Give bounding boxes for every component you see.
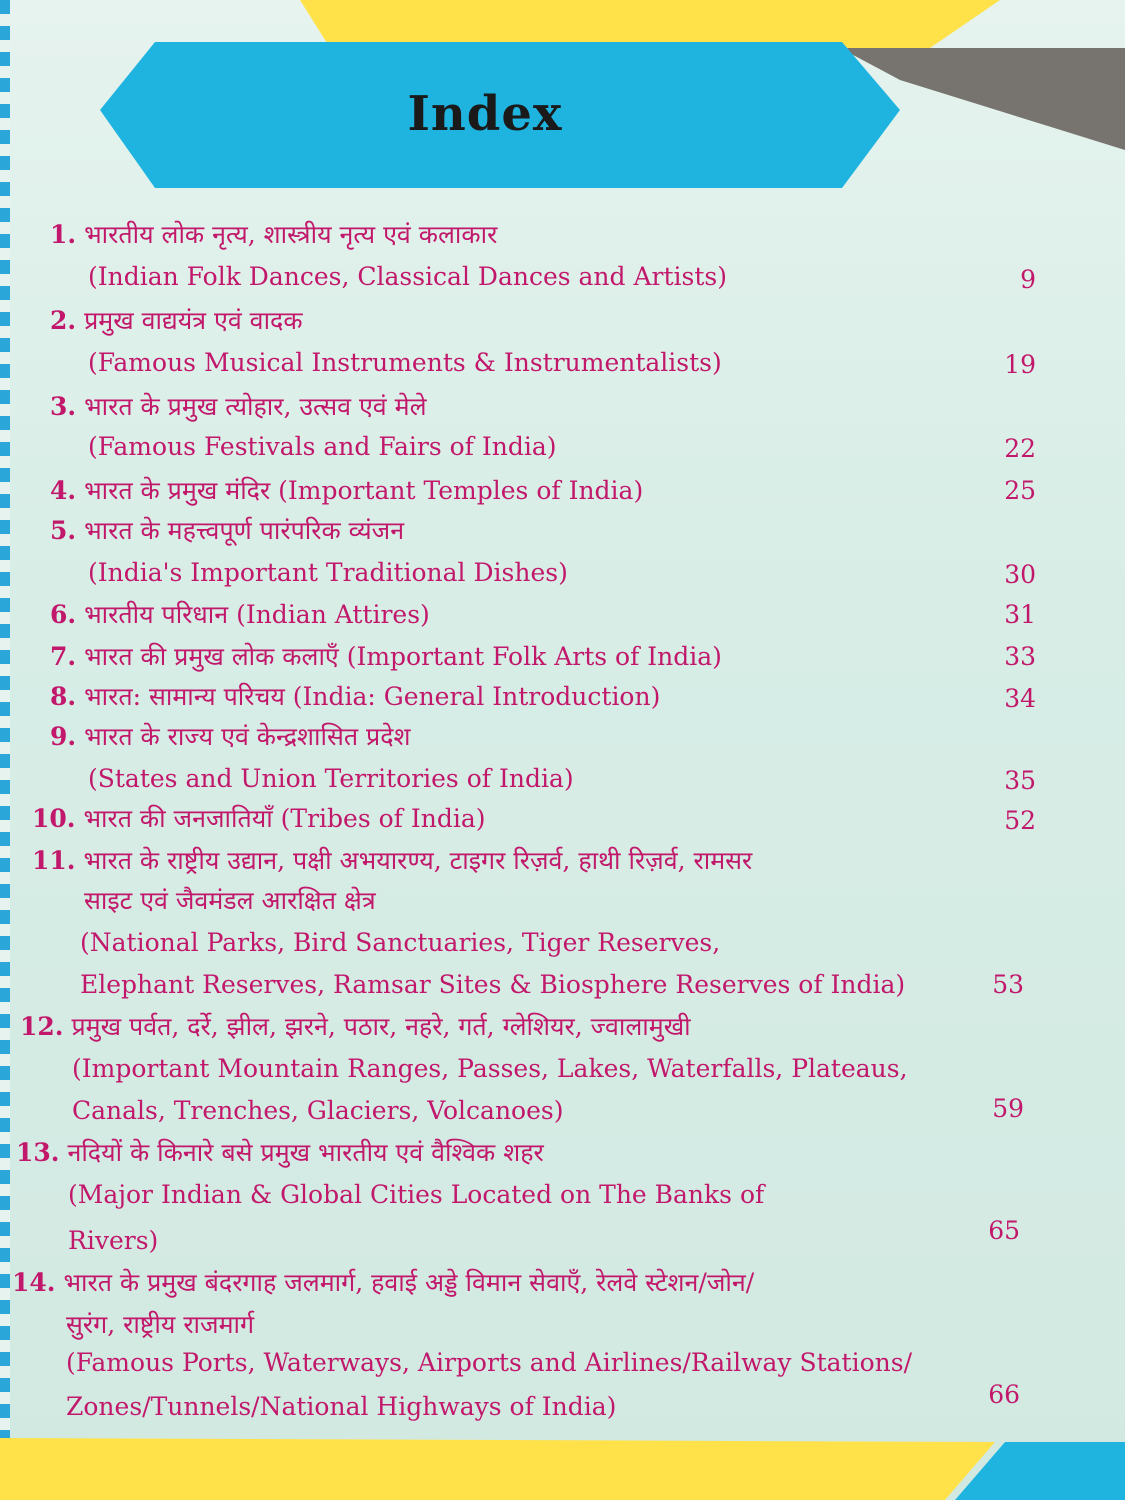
entry-title-hindi: प्रमुख पर्वत, दर्रे, झील, झरने, पठार, नहरे, गर्त, ग्लेशियर, ज्वालामुखी bbox=[71, 1012, 691, 1041]
entry-title-english-cont: Rivers) bbox=[68, 1226, 159, 1255]
index-entry-12 bbox=[20, 1012, 691, 1042]
entry-page-number: 31 bbox=[1004, 600, 1036, 629]
index-entry-2 bbox=[50, 306, 303, 336]
index-entry-11 bbox=[32, 846, 752, 876]
index-entry-3 bbox=[50, 392, 427, 422]
entry-title-hindi: भारत के महत्त्वपूर्ण पारंपरिक व्यंजन bbox=[84, 516, 405, 545]
entry-page-number: 19 bbox=[1004, 350, 1036, 379]
entry-number: 2. bbox=[50, 306, 77, 335]
index-entry-10 bbox=[32, 804, 485, 834]
entry-title-english-cont: Canals, Trenches, Glaciers, Volcanoes) bbox=[72, 1096, 564, 1125]
entry-title-hindi: भारत के प्रमुख बंदरगाह जलमार्ग, हवाई अड्डे विमान सेवाएँ, रेलवे स्टेशन/जोन/ bbox=[63, 1268, 755, 1297]
entry-page-number: 33 bbox=[1004, 642, 1036, 671]
entry-title: भारत की प्रमुख लोक कलाएँ (Important Folk Arts of India) bbox=[84, 642, 722, 671]
entry-title-hindi: भारत के राष्ट्रीय उद्यान, पक्षी अभयारण्य, टाइगर रिज़र्व, हाथी रिज़र्व, रामसर bbox=[83, 846, 753, 875]
entry-page-number: 52 bbox=[1004, 806, 1036, 835]
entry-number: 13. bbox=[16, 1138, 60, 1167]
entry-title-english: (Famous Festivals and Fairs of India) bbox=[88, 432, 557, 461]
entry-title: भारत: सामान्य परिचय (India: General Introduction) bbox=[84, 682, 661, 711]
entry-number: 1. bbox=[50, 220, 77, 249]
index-entry-9 bbox=[50, 722, 411, 752]
entry-title-hindi: प्रमुख वाद्ययंत्र एवं वादक bbox=[84, 306, 303, 335]
entry-title-hindi: भारत के राज्य एवं केन्द्रशासित प्रदेश bbox=[84, 722, 411, 751]
entry-page-number: 22 bbox=[1004, 434, 1036, 463]
entry-title-english: (Important Mountain Ranges, Passes, Lakes, Waterfalls, Plateaus, bbox=[72, 1054, 908, 1083]
entry-title: भारत की जनजातियाँ (Tribes of India) bbox=[83, 804, 486, 833]
entry-title: भारत के प्रमुख मंदिर (Important Temples of India) bbox=[84, 476, 644, 505]
entry-number: 11. bbox=[32, 846, 76, 875]
entry-title-english: (Famous Musical Instruments & Instrumentalists) bbox=[88, 348, 722, 377]
entry-title-hindi-cont: साइट एवं जैवमंडल आरक्षित क्षेत्र bbox=[84, 886, 376, 915]
entry-number: 4. bbox=[50, 476, 77, 505]
index-entry-4 bbox=[50, 476, 643, 506]
entry-number: 14. bbox=[12, 1268, 56, 1297]
entry-title-hindi: भारत के प्रमुख त्योहार, उत्सव एवं मेले bbox=[84, 392, 427, 421]
entry-title-english: (States and Union Territories of India) bbox=[88, 764, 574, 793]
entry-title-hindi: भारतीय लोक नृत्य, शास्त्रीय नृत्य एवं कलाकार bbox=[84, 220, 498, 249]
index-entry-6 bbox=[50, 600, 430, 630]
entry-number: 10. bbox=[32, 804, 76, 833]
entry-title: भारतीय परिधान (Indian Attires) bbox=[84, 600, 430, 629]
entry-page-number: 65 bbox=[988, 1216, 1020, 1245]
entry-title-hindi: नदियों के किनारे बसे प्रमुख भारतीय एवं वैश्विक शहर bbox=[67, 1138, 544, 1167]
entry-number: 5. bbox=[50, 516, 77, 545]
entry-page-number: 35 bbox=[1004, 766, 1036, 795]
index-entry-5 bbox=[50, 516, 404, 546]
page-title: Index bbox=[407, 86, 563, 142]
entry-title-english: (India's Important Traditional Dishes) bbox=[88, 558, 568, 587]
entry-title-english-cont: Elephant Reserves, Ramsar Sites & Biosphere Reserves of India) bbox=[80, 970, 906, 999]
entry-page-number: 34 bbox=[1004, 684, 1036, 713]
index-entry-7 bbox=[50, 642, 722, 672]
entry-number: 3. bbox=[50, 392, 77, 421]
entry-page-number: 25 bbox=[1004, 476, 1036, 505]
entry-page-number: 53 bbox=[992, 970, 1024, 999]
entry-page-number: 66 bbox=[988, 1380, 1020, 1409]
entry-title-english: (National Parks, Bird Sanctuaries, Tiger Reserves, bbox=[80, 928, 721, 957]
entry-number: 8. bbox=[50, 682, 77, 711]
entry-page-number: 30 bbox=[1004, 560, 1036, 589]
entry-number: 6. bbox=[50, 600, 77, 629]
entry-title-english-cont: Zones/Tunnels/National Highways of India) bbox=[66, 1392, 617, 1421]
entry-number: 12. bbox=[20, 1012, 64, 1041]
index-entry-14 bbox=[12, 1268, 754, 1298]
entry-title-english: (Major Indian & Global Cities Located on The Banks of bbox=[68, 1180, 765, 1209]
entry-number: 9. bbox=[50, 722, 77, 751]
entry-title-hindi-cont: सुरंग, राष्ट्रीय राजमार्ग bbox=[66, 1310, 255, 1339]
entry-page-number: 9 bbox=[1020, 265, 1036, 294]
index-entry-1 bbox=[50, 220, 497, 250]
index-entry-8 bbox=[50, 682, 660, 712]
entry-number: 7. bbox=[50, 642, 77, 671]
entry-page-number: 59 bbox=[992, 1094, 1024, 1123]
entry-title-english: (Famous Ports, Waterways, Airports and Airlines/Railway Stations/ bbox=[66, 1348, 913, 1377]
index-entry-13 bbox=[16, 1138, 544, 1168]
entry-title-english: (Indian Folk Dances, Classical Dances and Artists) bbox=[88, 262, 727, 291]
